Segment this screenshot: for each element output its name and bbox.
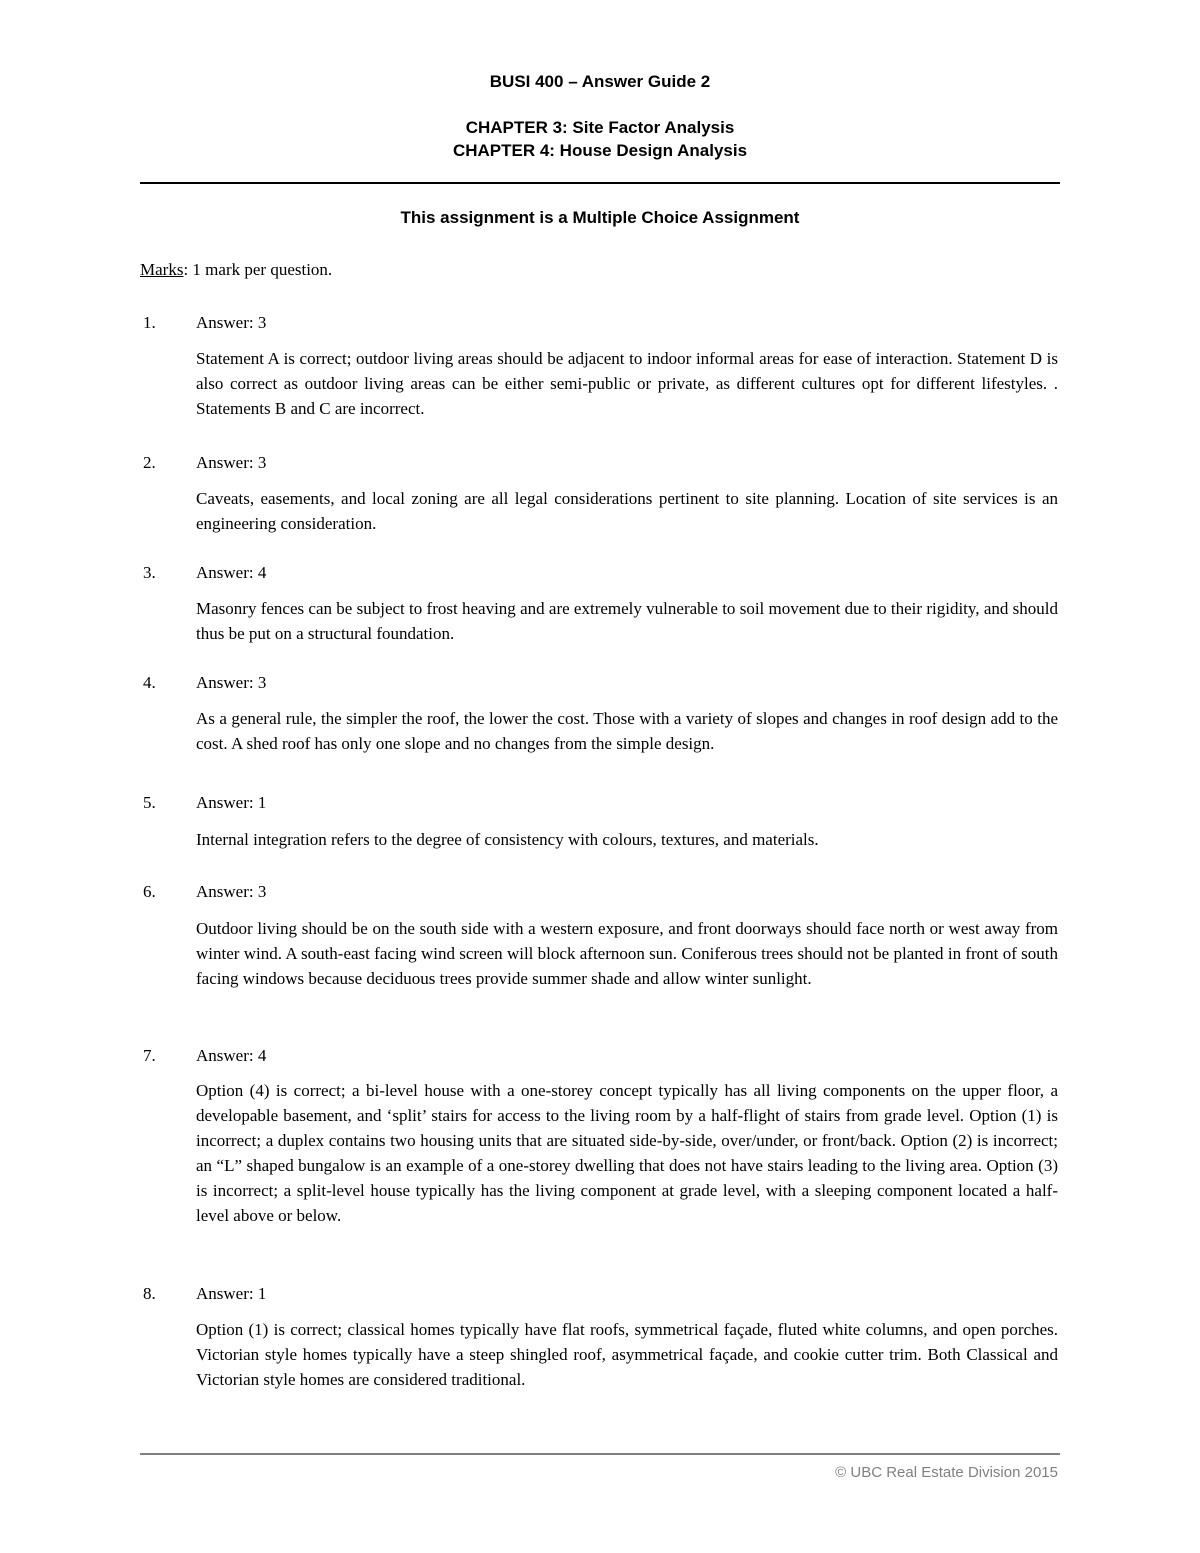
marks-label: Marks	[140, 260, 184, 279]
question-explanation: Statement A is correct; outdoor living areas should be adjacent to indoor informal areas for ease of interaction. Statement D is also correct as outdoor living areas can be either semi-public or private, as different cultures opt for different lifestyles. . Statements B and C are incorrect.	[196, 349, 1058, 418]
question-answer: Answer: 4	[196, 563, 267, 582]
marks-line	[140, 259, 332, 281]
question-answer: Answer: 4	[196, 1046, 267, 1065]
chapter-4-heading: CHAPTER 4: House Design Analysis	[452, 141, 748, 160]
question-explanation: As a general rule, the simpler the roof, the lower the cost. Those with a variety of slopes and changes in roof design add to the cost. A shed roof has only one slope and no changes from the simple design.	[196, 709, 1058, 753]
assignment-subtitle: This assignment is a Multiple Choice Assignment	[400, 208, 800, 227]
copyright-footer: © UBC Real Estate Division 2015	[835, 1464, 1058, 1481]
question-number: 4.	[143, 673, 156, 692]
question-explanation: Caveats, easements, and local zoning are all legal considerations pertinent to site planning. Location of site services is an engineering consideration.	[196, 489, 1058, 533]
question-answer: Answer: 3	[196, 453, 267, 472]
chapter-3-heading: CHAPTER 3: Site Factor Analysis	[465, 118, 735, 137]
document-header	[140, 70, 1060, 162]
question-explanation: Internal integration refers to the degree of consistency with colours, textures, and materials.	[196, 830, 819, 849]
question-number: 5.	[143, 793, 156, 812]
question-explanation: Masonry fences can be subject to frost heaving and are extremely vulnerable to soil movement due to their rigidity, and should thus be put on a structural foundation.	[196, 599, 1058, 643]
question-answer: Answer: 1	[196, 793, 267, 812]
question-answer: Answer: 3	[196, 673, 267, 692]
question-number: 2.	[143, 453, 156, 472]
question-explanation: Outdoor living should be on the south side with a western exposure, and front doorways should face north or west away from winter wind. A south-east facing wind screen will block afternoon sun. Coniferous trees should not be planted in front of south facing windows because deciduous trees provide summer shade and allow winter sunlight.	[196, 919, 1058, 988]
question-number: 7.	[143, 1046, 156, 1065]
marks-text: : 1 mark per question.	[183, 260, 333, 279]
question-number: 8.	[143, 1284, 156, 1303]
question-explanation: Option (4) is correct; a bi-level house with a one-storey concept typically has all living components on the upper floor, a developable basement, and ‘split’ stairs for access to the living room by a half-flight of stairs from grade level. Option (1) is incorrect; a duplex contains two housing units that are situated side-by-side, over/under, or front/back. Option (2) is incorrect; an “L” shaped bungalow is an example of a one-storey dwelling that does not have stairs leading to the living area. Option (3) is incorrect; a split-level house typically has the living component at grade level, with a sleeping component located a half-level above or below.	[196, 1081, 1058, 1225]
question-number: 1.	[143, 313, 156, 332]
header-divider	[140, 182, 1060, 184]
question-number: 6.	[143, 882, 156, 901]
question-answer: Answer: 3	[196, 313, 267, 332]
question-number: 3.	[143, 563, 156, 582]
question-answer: Answer: 1	[196, 1284, 267, 1303]
question-explanation: Option (1) is correct; classical homes typically have flat roofs, symmetrical façade, fluted white columns, and open porches. Victorian style homes typically have a steep shingled roof, asymmetrical façade, and cookie cutter trim. Both Classical and Victorian style homes are considered traditional.	[196, 1320, 1058, 1389]
question-answer: Answer: 3	[196, 882, 267, 901]
footer-divider	[140, 1453, 1060, 1455]
document-title: BUSI 400 – Answer Guide 2	[489, 72, 711, 91]
